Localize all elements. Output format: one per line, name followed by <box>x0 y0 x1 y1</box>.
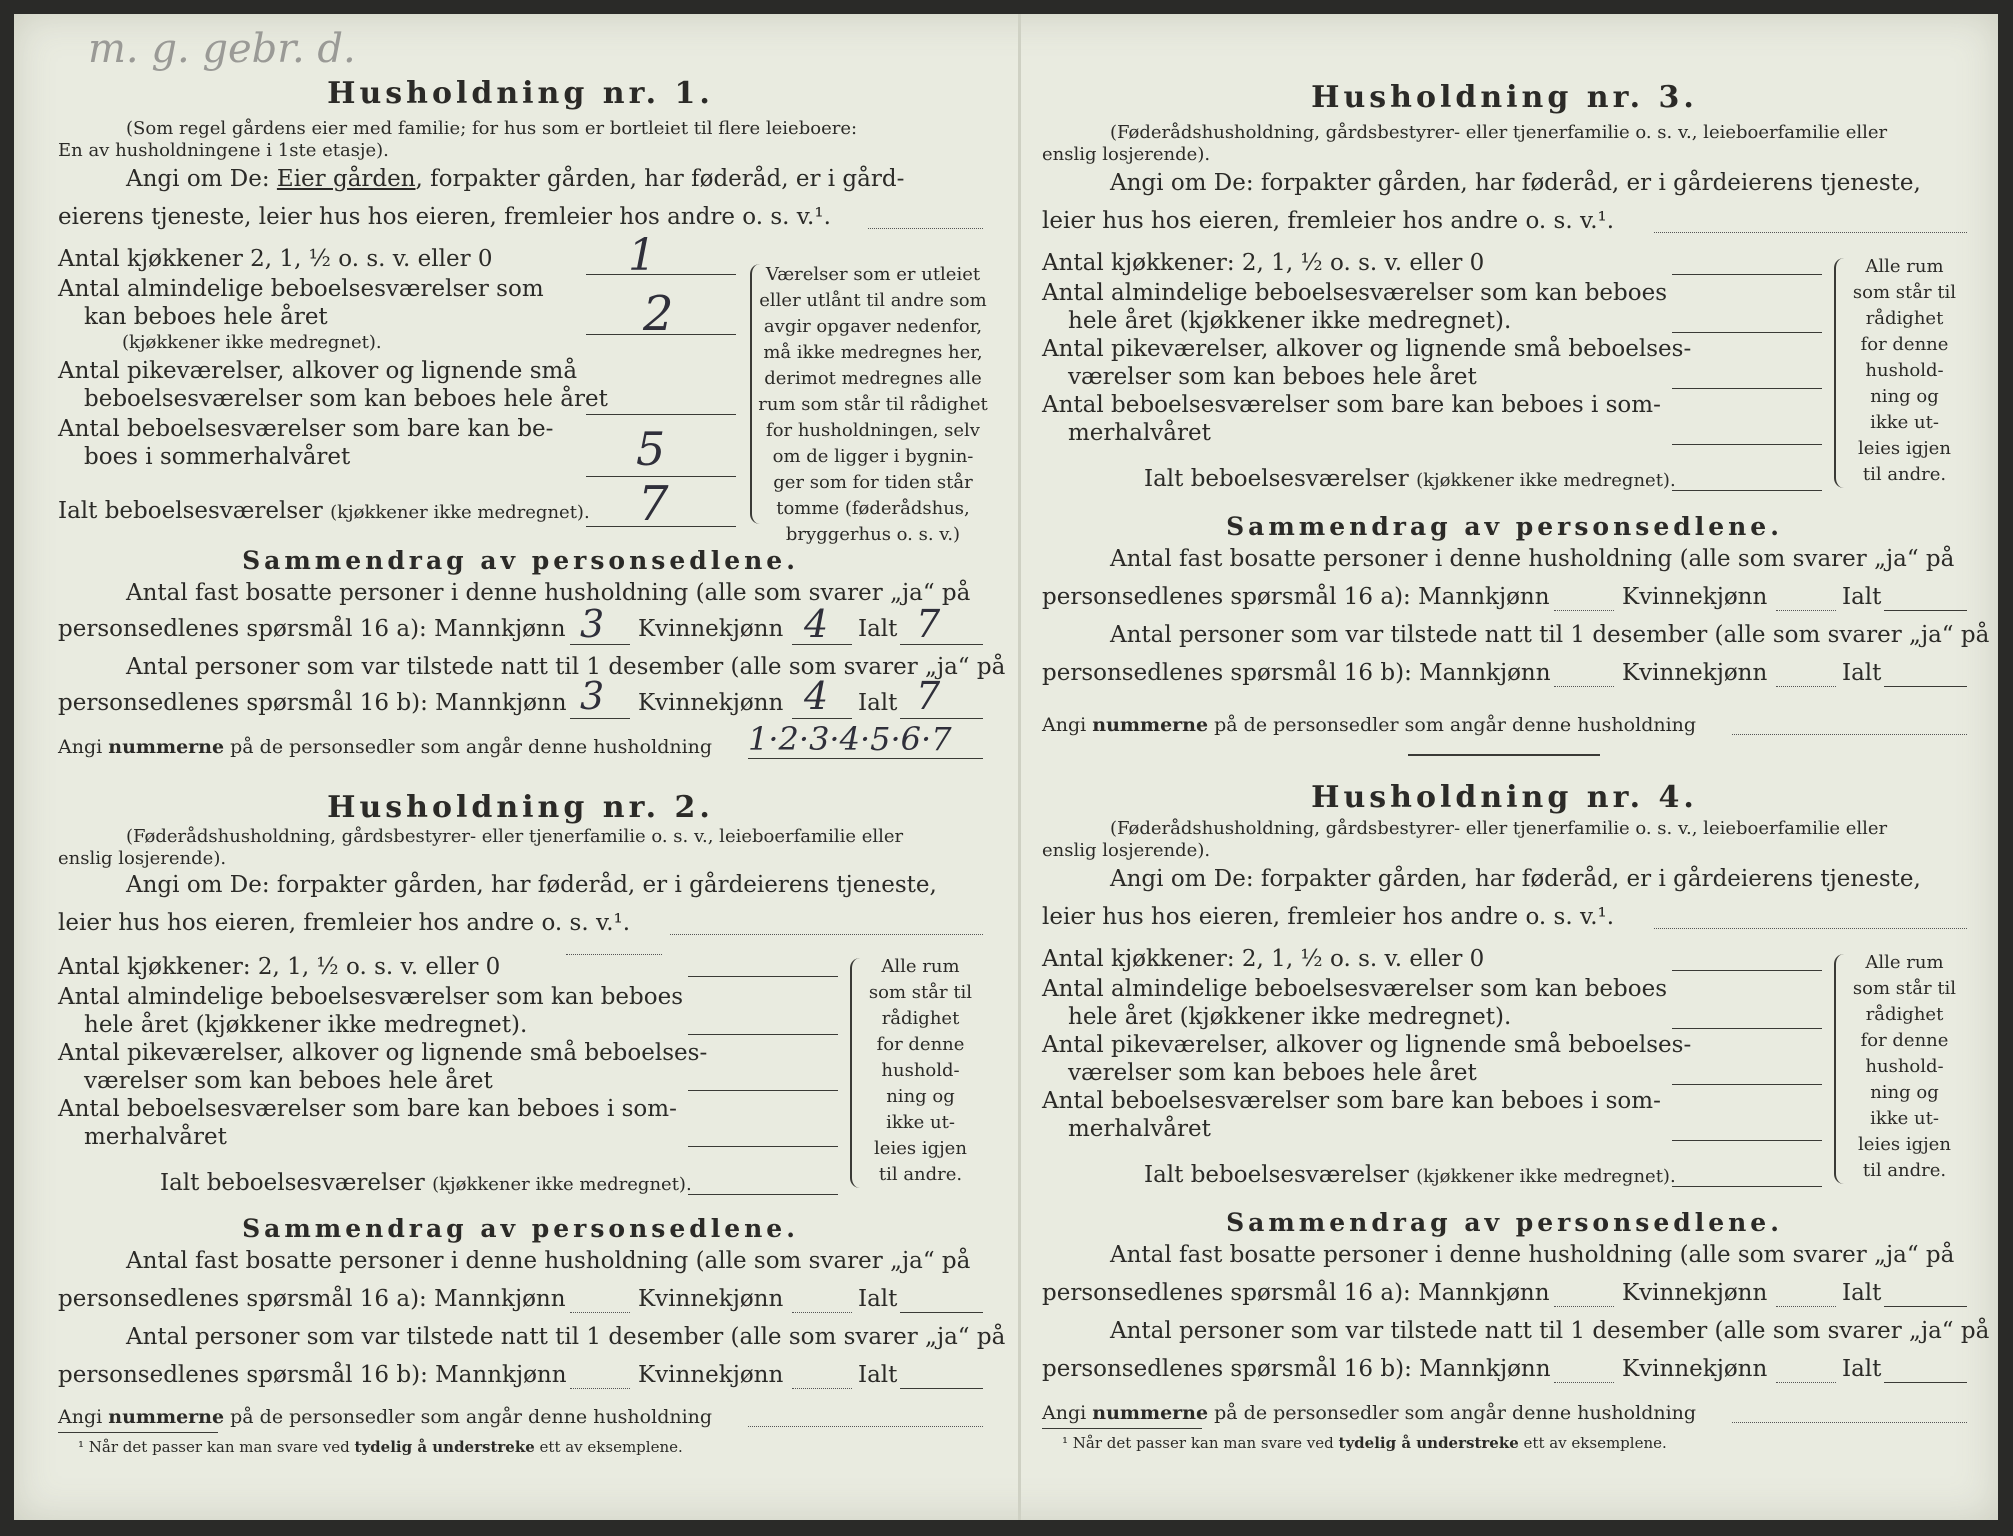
angi-rest: , forpakter gården, har føderåd, er i gård- <box>415 166 905 192</box>
household-3-s1-line1: Antal fast bosatte personer i denne husholdning (alle som svarer „ja“ på <box>1110 546 1955 572</box>
numbers-bold: nummerne <box>1092 714 1209 736</box>
note-line: leies igjen <box>1858 438 1951 459</box>
numbers-bold: nummerne <box>108 736 225 758</box>
note-line: til andre. <box>1862 1160 1947 1181</box>
household-1-summer-value: 5 <box>636 422 666 476</box>
footnote-rule <box>58 1432 218 1433</box>
household-3-summary-title: Sammendrag av personsedlene. <box>1226 512 1783 541</box>
household-2-kitchens-label: Antal kjøkkener: 2, 1, ½ o. s. v. eller 0 <box>58 954 501 980</box>
household-4-rooms-label-2: hele året (kjøkkener ikke medregnet). <box>1068 1004 1512 1030</box>
household-1-title: Husholdning nr. 1. <box>327 76 714 111</box>
household-3-rooms-line <box>1672 332 1822 333</box>
total-label-main: Ialt beboelsesværelser <box>58 498 323 524</box>
household-4-small-rooms-line <box>1672 1084 1822 1085</box>
household-1-s2-female-line <box>792 718 852 719</box>
household-4-rooms-label-1: Antal almindelige beboelsesværelser som kan beboes <box>1042 976 1668 1002</box>
household-2-subtitle-1: (Føderådshusholdning, gårdsbestyrer- eller tjenerfamilie o. s. v., leieboerfamilie eller <box>126 826 904 847</box>
total-label-main: Ialt beboelsesværelser <box>160 1170 425 1196</box>
household-2-s2-female-line <box>792 1388 852 1389</box>
household-4-rooms-line <box>1672 1028 1822 1029</box>
household-1-angi-1 <box>126 166 904 192</box>
note-line: Alle rum <box>1865 952 1944 973</box>
household-1-kitchens-label: Antal kjøkkener 2, 1, ½ o. s. v. eller 0 <box>58 246 493 272</box>
household-1-s2-line2: personsedlenes spørsmål 16 b): Mannkjønn <box>58 690 567 716</box>
household-4-title: Husholdning nr. 4. <box>1311 780 1698 815</box>
note-line: ikke ut- <box>886 1112 955 1133</box>
household-3-subtitle-1: (Føderådshusholdning, gårdsbestyrer- eller tjenerfamilie o. s. v., leieboerfamilie eller <box>1110 122 1888 143</box>
household-1-angi-2: eierens tjeneste, leier hus hos eieren, fremleier hos andre o. s. v.¹. <box>58 204 831 230</box>
household-2-s2-total-label: Ialt <box>858 1362 898 1388</box>
household-2-s2-male-line <box>570 1388 630 1389</box>
household-2-angi-answer-line <box>670 934 983 935</box>
household-3-rooms-label-1: Antal almindelige beboelsesværelser som kan beboes <box>1042 280 1668 306</box>
household-1-s2-line1: Antal personer som var tilstede natt til 1 desember (alle som svarer „ja“ på <box>126 654 1006 680</box>
household-1-rooms-label-1: Antal almindelige beboelsesværelser som <box>58 276 544 302</box>
note-line: hushold- <box>1865 360 1944 381</box>
household-2-note <box>858 954 983 1188</box>
household-1-s2-female-value: 4 <box>804 674 829 718</box>
household-4-summer-label-1: Antal beboelsesværelser som bare kan beboes i som- <box>1042 1088 1661 1114</box>
note-line: hushold- <box>1865 1056 1944 1077</box>
household-2-s2-female-label: Kvinnekjønn <box>638 1362 784 1388</box>
numbers-prefix: Angi <box>58 1406 109 1428</box>
pencil-note: m. g. gebr. d. <box>88 26 356 72</box>
household-1-s1-female-label: Kvinnekjønn <box>638 616 784 642</box>
numbers-rest: på de personsedler som angår denne husholdning <box>224 736 713 758</box>
household-2-s1-line2: personsedlenes spørsmål 16 a): Mannkjønn <box>58 1286 566 1312</box>
household-4-s1-male-line <box>1554 1306 1614 1307</box>
footnote <box>1062 1434 1667 1452</box>
household-2-summary-title: Sammendrag av personsedlene. <box>242 1214 799 1243</box>
total-label-note: (kjøkkener ikke medregnet). <box>1416 470 1676 491</box>
household-2-s2-line2: personsedlenes spørsmål 16 b): Mannkjønn <box>58 1362 567 1388</box>
household-2-s1-total-line <box>900 1312 983 1313</box>
total-label-note: (kjøkkener ikke medregnet). <box>330 502 590 523</box>
note-line: leies igjen <box>874 1138 967 1159</box>
household-1-kitchens-line <box>586 274 736 275</box>
household-1-s1-total-value: 7 <box>916 602 941 646</box>
household-2-rooms-label-2: hele året (kjøkkener ikke medregnet). <box>84 1012 528 1038</box>
footnote-bold: tydelig å understreke <box>1338 1434 1519 1452</box>
household-3-s1-total-label: Ialt <box>1842 584 1882 610</box>
household-3-angi-1: Angi om De: forpakter gården, har føderåd, er i gårdeierens tjeneste, <box>1110 170 1921 196</box>
household-1-rooms-value: 2 <box>643 286 674 342</box>
household-1-kitchens-value: 1 <box>628 230 656 281</box>
household-3-numbers-label <box>1042 714 1696 736</box>
household-3-summer-label-2: merhalvåret <box>1068 420 1211 446</box>
household-4-kitchens-label: Antal kjøkkener: 2, 1, ½ o. s. v. eller 0 <box>1042 946 1485 972</box>
household-3-rooms-label-2: hele året (kjøkkener ikke medregnet). <box>1068 308 1512 334</box>
note-line: ning og <box>886 1086 955 1107</box>
note-line: om de ligger i bygnin- <box>772 446 974 467</box>
household-4-s1-female-label: Kvinnekjønn <box>1622 1280 1768 1306</box>
household-4-s1-total-label: Ialt <box>1842 1280 1882 1306</box>
household-4-kitchens-line <box>1672 970 1822 971</box>
household-2-s1-line1: Antal fast bosatte personer i denne husholdning (alle som svarer „ja“ på <box>126 1248 971 1274</box>
angi-eier-underlined: Eier gården <box>276 166 416 192</box>
household-1-angi-answer-line <box>868 228 983 229</box>
household-2-s1-female-label: Kvinnekjønn <box>638 1286 784 1312</box>
household-2-s1-total-label: Ialt <box>858 1286 898 1312</box>
household-3-s2-male-line <box>1554 686 1614 687</box>
household-2-total-line <box>688 1194 838 1195</box>
note-line: ger som for tiden står <box>773 472 973 493</box>
household-3-small-rooms-label-1: Antal pikeværelser, alkover og lignende små beboelses- <box>1042 336 1692 362</box>
household-1-numbers-label <box>58 736 712 758</box>
household-4-angi-2: leier hus hos eieren, fremleier hos andre o. s. v.¹. <box>1042 904 1615 930</box>
census-sheet <box>14 14 1998 1520</box>
note-line: til andre. <box>1862 464 1947 485</box>
footnote-bold: tydelig å understreke <box>354 1438 535 1456</box>
household-3-s2-female-line <box>1776 686 1836 687</box>
household-4-s1-line2: personsedlenes spørsmål 16 a): Mannkjønn <box>1042 1280 1550 1306</box>
household-1-s1-female-value: 4 <box>804 602 829 646</box>
household-4-s2-total-line <box>1884 1382 1967 1383</box>
household-4-s2-line2: personsedlenes spørsmål 16 b): Mannkjønn <box>1042 1356 1551 1382</box>
note-line: leies igjen <box>1858 1134 1951 1155</box>
household-2-small-rooms-line <box>688 1090 838 1091</box>
household-1-numbers-line <box>748 758 983 759</box>
footnote-rest: ett av eksemplene. <box>1518 1434 1667 1452</box>
household-2-small-rooms-label-2: værelser som kan beboes hele året <box>84 1068 493 1094</box>
note-line: må ikke medregnes her, <box>763 342 983 363</box>
household-2-s2-total-line <box>900 1388 983 1389</box>
household-1-s1-line1: Antal fast bosatte personer i denne husholdning (alle som svarer „ja“ på <box>126 580 971 606</box>
household-2-s2-line1: Antal personer som var tilstede natt til 1 desember (alle som svarer „ja“ på <box>126 1324 1006 1350</box>
household-3-subtitle-2: enslig losjerende). <box>1042 144 1211 165</box>
angi-prefix: Angi om De: <box>126 166 277 192</box>
numbers-rest: på de personsedler som angår denne husholdning <box>1208 714 1697 736</box>
household-4-numbers-label <box>1042 1402 1696 1424</box>
household-3-s1-male-line <box>1554 610 1614 611</box>
household-3-s2-total-label: Ialt <box>1842 660 1882 686</box>
note-line: som står til <box>1852 978 1957 999</box>
household-1-s1-male-value: 3 <box>580 602 605 646</box>
household-2-numbers-label <box>58 1406 712 1428</box>
household-1-s1-total-line <box>900 644 983 645</box>
note-line: eller utlånt til andre som <box>759 290 987 311</box>
household-2-numbers-line <box>748 1426 983 1427</box>
household-1-s2-total-line <box>900 718 983 719</box>
note-line: ning og <box>1870 1082 1939 1103</box>
footnote-prefix: ¹ Når det passer kan man svare ved <box>78 1438 355 1456</box>
household-3-total-label <box>1144 466 1676 492</box>
numbers-prefix: Angi <box>1042 1402 1093 1424</box>
note-line: som står til <box>868 982 973 1003</box>
household-3-note <box>1842 254 1967 488</box>
note-line: rådighet <box>881 1008 960 1029</box>
household-3-kitchens-label: Antal kjøkkener: 2, 1, ½ o. s. v. eller 0 <box>1042 250 1485 276</box>
household-2-s1-female-line <box>792 1312 852 1313</box>
household-2-s1-male-line <box>570 1312 630 1313</box>
household-2-small-rooms-label-1: Antal pikeværelser, alkover og lignende små beboelses- <box>58 1040 708 1066</box>
household-3-s1-female-label: Kvinnekjønn <box>1622 584 1768 610</box>
household-4-s1-female-line <box>1776 1306 1836 1307</box>
household-1-s1-line2: personsedlenes spørsmål 16 a): Mannkjønn <box>58 616 566 642</box>
household-3-s2-female-label: Kvinnekjønn <box>1622 660 1768 686</box>
household-3-angi-answer-line <box>1654 232 1967 233</box>
household-4-total-line <box>1672 1186 1822 1187</box>
note-line: til andre. <box>878 1164 963 1185</box>
household-2-total-label <box>160 1170 692 1196</box>
household-1-total-value: 7 <box>638 476 669 532</box>
note-line: for denne <box>1860 334 1949 355</box>
household-2-subtitle-2: enslig losjerende). <box>58 848 227 869</box>
household-1-numbers-value: 1·2·3·4·5·6·7 <box>748 720 952 758</box>
household-3-title: Husholdning nr. 3. <box>1311 80 1698 115</box>
household-2-angi-2: leier hus hos eieren, fremleier hos andre o. s. v.¹. <box>58 910 631 936</box>
note-line: rådighet <box>1865 308 1944 329</box>
total-label-main: Ialt beboelsesværelser <box>1144 1162 1409 1188</box>
left-page <box>58 14 1023 1520</box>
note-line: avgir opgaver nedenfor, <box>763 316 983 337</box>
footnote-rule <box>1042 1428 1202 1429</box>
household-1-small-rooms-label-1: Antal pikeværelser, alkover og lignende små <box>58 358 578 384</box>
household-3-small-rooms-line <box>1672 388 1822 389</box>
numbers-bold: nummerne <box>108 1406 225 1428</box>
household-3-s2-line1: Antal personer som var tilstede natt til 1 desember (alle som svarer „ja“ på <box>1110 622 1990 648</box>
household-4-subtitle-1: (Føderådshusholdning, gårdsbestyrer- eller tjenerfamilie o. s. v., leieboerfamilie eller <box>1110 818 1888 839</box>
household-4-summary-title: Sammendrag av personsedlene. <box>1226 1208 1783 1237</box>
household-2-title: Husholdning nr. 2. <box>327 790 714 825</box>
note-line: for denne <box>1860 1030 1949 1051</box>
household-1-s1-total-label: Ialt <box>858 616 898 642</box>
household-4-s2-female-label: Kvinnekjønn <box>1622 1356 1768 1382</box>
household-4-summer-label-2: merhalvåret <box>1068 1116 1211 1142</box>
footnote <box>78 1438 683 1456</box>
household-2-rooms-label-1: Antal almindelige beboelsesværelser som kan beboes <box>58 984 684 1010</box>
household-1-s2-male-line <box>570 718 630 719</box>
household-4-numbers-line <box>1732 1422 1967 1423</box>
household-1-small-rooms-line <box>586 414 736 415</box>
numbers-prefix: Angi <box>1042 714 1093 736</box>
note-line: Alle rum <box>881 956 960 977</box>
household-1-s2-total-label: Ialt <box>858 690 898 716</box>
household-1-rooms-label-3: (kjøkkener ikke medregnet). <box>122 332 382 353</box>
household-3-kitchens-line <box>1672 274 1822 275</box>
total-label-main: Ialt beboelsesværelser <box>1144 466 1409 492</box>
household-1-s2-male-value: 3 <box>580 674 605 718</box>
footnote-prefix: ¹ Når det passer kan man svare ved <box>1062 1434 1339 1452</box>
note-line: derimot medregnes alle <box>764 368 982 389</box>
note-line: Værelser som er utleiet <box>765 264 981 285</box>
total-label-note: (kjøkkener ikke medregnet). <box>432 1174 692 1195</box>
household-2-summer-label-1: Antal beboelsesværelser som bare kan beboes i som- <box>58 1096 677 1122</box>
household-4-subtitle-2: enslig losjerende). <box>1042 840 1211 861</box>
household-4-s2-male-line <box>1554 1382 1614 1383</box>
household-4-total-label <box>1144 1162 1676 1188</box>
household-3-summer-line <box>1672 444 1822 445</box>
note-line: tomme (føderådshus, <box>776 498 970 519</box>
household-2-kitchens-line <box>688 976 838 977</box>
household-3-s2-line2: personsedlenes spørsmål 16 b): Mannkjønn <box>1042 660 1551 686</box>
note-line: Alle rum <box>1865 256 1944 277</box>
note-line: hushold- <box>881 1060 960 1081</box>
household-4-s2-female-line <box>1776 1382 1836 1383</box>
household-4-angi-answer-line <box>1654 928 1967 929</box>
footnote-rest: ett av eksemplene. <box>534 1438 683 1456</box>
household-1-summer-label-1: Antal beboelsesværelser som bare kan be- <box>58 416 554 442</box>
household-3-small-rooms-label-2: værelser som kan beboes hele året <box>1068 364 1477 390</box>
note-line: rådighet <box>1865 1004 1944 1025</box>
household-2-summer-label-2: merhalvåret <box>84 1124 227 1150</box>
household-1-note <box>758 262 988 548</box>
household-1-subtitle-2: En av husholdningene i 1ste etasje). <box>58 140 389 161</box>
household-4-note <box>1842 950 1967 1184</box>
household-3-summer-label-1: Antal beboelsesværelser som bare kan beboes i som- <box>1042 392 1661 418</box>
household-1-small-rooms-label-2: beboelsesværelser som kan beboes hele året <box>84 386 608 412</box>
household-3-s2-total-line <box>1884 686 1967 687</box>
note-line: ikke ut- <box>1870 412 1939 433</box>
household-4-s2-line1: Antal personer som var tilstede natt til 1 desember (alle som svarer „ja“ på <box>1110 1318 1990 1344</box>
note-line: bryggerhus o. s. v.) <box>785 524 961 545</box>
household-4-small-rooms-label-1: Antal pikeværelser, alkover og lignende små beboelses- <box>1042 1032 1692 1058</box>
household-1-s2-total-value: 7 <box>916 674 941 718</box>
household-2-rooms-line <box>688 1034 838 1035</box>
numbers-bold: nummerne <box>1092 1402 1209 1424</box>
household-1-summer-label-2: boes i sommerhalvåret <box>84 444 351 470</box>
note-line: ning og <box>1870 386 1939 407</box>
household-2-angi-1: Angi om De: forpakter gården, har føderåd, er i gårdeierens tjeneste, <box>126 872 937 898</box>
household-3-s1-total-line <box>1884 610 1967 611</box>
household-2-summer-line <box>688 1146 838 1147</box>
household-separator <box>1408 754 1600 756</box>
household-4-s1-total-line <box>1884 1306 1967 1307</box>
note-line: rum som står til rådighet <box>758 394 988 415</box>
note-line: som står til <box>1852 282 1957 303</box>
household-1-total-label <box>58 498 590 524</box>
household-3-s1-female-line <box>1776 610 1836 611</box>
note-line: for husholdningen, selv <box>766 420 980 441</box>
total-label-note: (kjøkkener ikke medregnet). <box>1416 1166 1676 1187</box>
numbers-rest: på de personsedler som angår denne husholdning <box>1208 1402 1697 1424</box>
household-1-subtitle-1: (Som regel gårdens eier med familie; for hus som er bortleiet til flere leieboere: <box>126 118 858 139</box>
right-page <box>1042 14 2007 1520</box>
note-line: ikke ut- <box>1870 1108 1939 1129</box>
numbers-rest: på de personsedler som angår denne husholdning <box>224 1406 713 1428</box>
household-4-s2-total-label: Ialt <box>1842 1356 1882 1382</box>
household-2-kitchens-dots <box>566 954 662 955</box>
household-3-s1-line2: personsedlenes spørsmål 16 a): Mannkjønn <box>1042 584 1550 610</box>
household-4-small-rooms-label-2: værelser som kan beboes hele året <box>1068 1060 1477 1086</box>
numbers-prefix: Angi <box>58 736 109 758</box>
household-4-summer-line <box>1672 1140 1822 1141</box>
household-1-rooms-label-2: kan beboes hele året <box>84 304 328 330</box>
household-3-numbers-line <box>1732 734 1967 735</box>
household-3-total-line <box>1672 490 1822 491</box>
household-1-s2-female-label: Kvinnekjønn <box>638 690 784 716</box>
household-3-angi-2: leier hus hos eieren, fremleier hos andre o. s. v.¹. <box>1042 208 1615 234</box>
household-1-summary-title: Sammendrag av personsedlene. <box>242 546 799 575</box>
household-4-angi-1: Angi om De: forpakter gården, har føderåd, er i gårdeierens tjeneste, <box>1110 866 1921 892</box>
note-line: for denne <box>876 1034 965 1055</box>
household-4-s1-line1: Antal fast bosatte personer i denne husholdning (alle som svarer „ja“ på <box>1110 1242 1955 1268</box>
